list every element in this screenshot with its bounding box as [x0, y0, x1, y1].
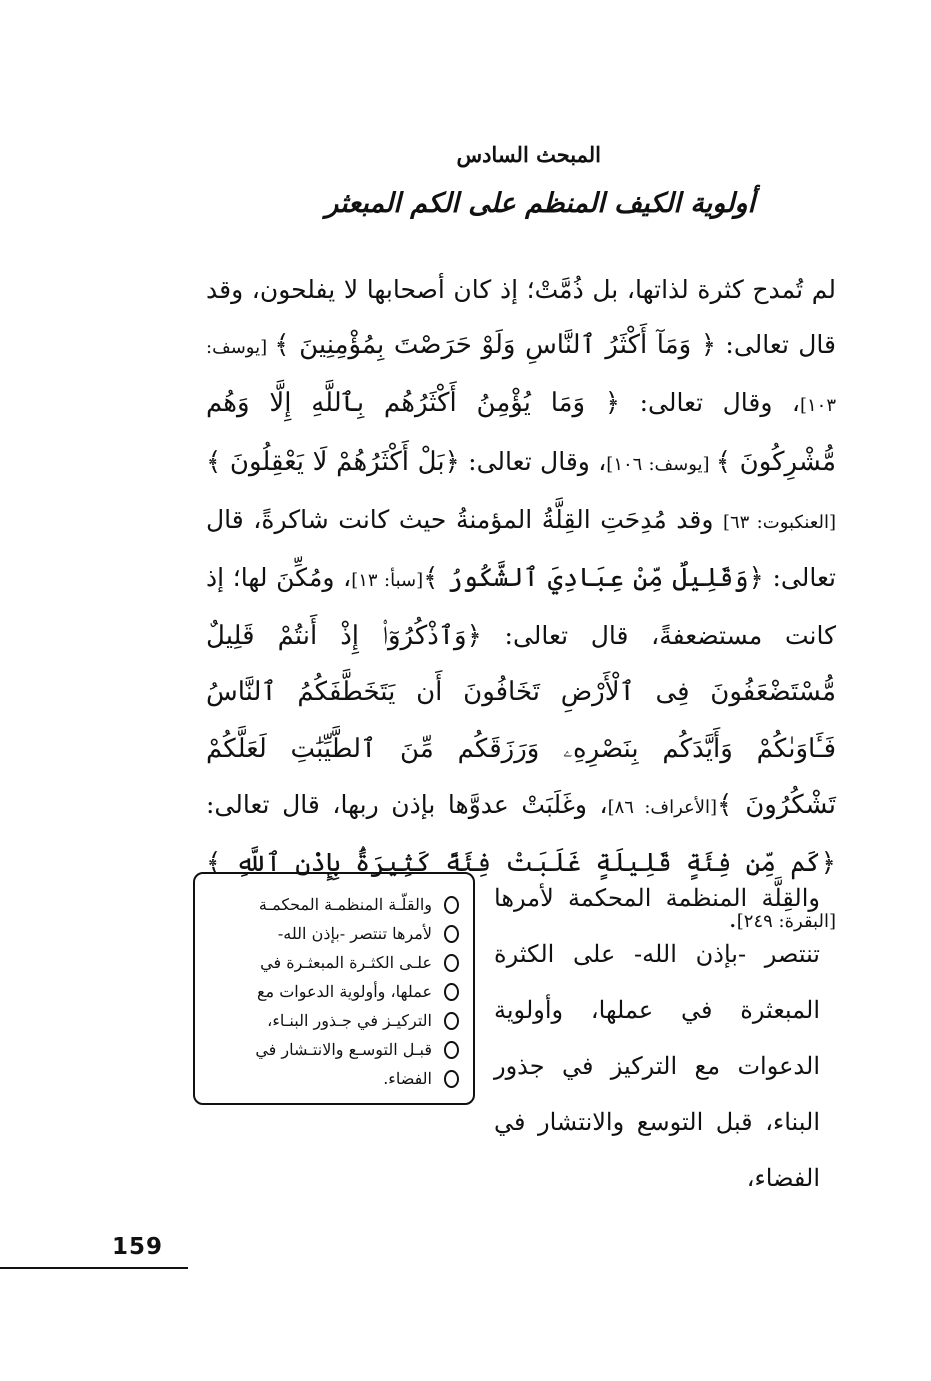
footer-rule: [0, 1267, 188, 1269]
paragraph-segment: ، وغَلَبَتْ عدوَّها بإذن ربها، قال تعالى:: [206, 789, 608, 819]
highlight-box-line-text: التركيـز في جـذور البنـاء،: [267, 1011, 432, 1030]
highlight-box-line-text: علـى الكثـرة المبعثـرة في: [260, 953, 432, 972]
verse-reference: [يوسف: ١٠٣]: [206, 337, 836, 417]
verse-reference: [يوسف: ١٠٦]: [606, 453, 716, 475]
highlight-box-line-text: والقلّـة المنظمـة المحكمـة: [258, 895, 432, 914]
main-paragraph: [206, 262, 836, 949]
verse-reference: [البقرة: ٢٤٩]: [736, 911, 836, 933]
highlight-box-line-text: الفضاء.: [383, 1069, 432, 1088]
quran-verse: ﴿كَم مِّن فِئَةٍ قَلِيلَةٍ غَلَبَتْ فِئَةً كَثِيرَةًۢ بِإِذْنِ ٱللَّهِ ﴾: [206, 848, 836, 879]
highlight-box-line: [203, 948, 459, 977]
circle-bullet-icon: [444, 1041, 459, 1059]
paragraph-segment: ، وقال تعالى:: [620, 388, 800, 418]
paragraph-segment: وقد مُدِحَتِ القِلَّةُ المؤمنةُ حيث كانت شاكرةً، قال تعالى:: [206, 504, 837, 593]
paragraph-segment: لم تُمدح كثرة لذاتها، بل ذُمَّتْ؛ إذ كان أصحابها لا يفلحون، وقد قال تعالى:: [206, 275, 836, 360]
highlight-box-line: [203, 1006, 459, 1035]
quran-verse: ﴿وَٱذْكُرُوٓا۟ إِذْ أَنتُمْ قَلِيلٌ مُّسْتَضْعَفُونَ فِى ٱلْأَرْضِ تَخَافُونَ أَن يَتَخَطَّفَكُمُ ٱلنَّاسُ فَـَٔاوَىٰكُمْ وَأَيَّدَكُم بِنَصْرِهِۦ وَرَزَقَكُم مِّنَ ٱلطَّيِّبَٰتِ لَعَلَّكُمْ تَشْكُرُونَ ﴾: [206, 621, 836, 820]
quran-verse: ﴿بَلْ أَكْثَرُهُمْ لَا يَعْقِلُونَ ﴾: [206, 446, 460, 477]
paragraph-segment: ، ومُكِّنَ لها؛ إذ كانت مستضعفةً، قال تعالى:: [206, 563, 836, 651]
quran-verse: ﴿ وَمَآ أَكْثَرُ ٱلنَّاسِ وَلَوْ حَرَصْتَ بِمُؤْمِنِينَ ﴾: [274, 330, 717, 361]
verse-reference: [سبأ: ١٣]: [351, 570, 424, 592]
highlight-box-line-text: قبـل التوسـع والانتـشار في: [255, 1040, 432, 1059]
paragraph-segment: .: [728, 904, 737, 934]
chapter-title: أولوية الكيف المنظم على الكم المبعثر: [325, 188, 755, 219]
section-label: المبحث السادس: [456, 142, 601, 167]
circle-bullet-icon: [444, 983, 459, 1001]
circle-bullet-icon: [444, 954, 459, 972]
quran-verse: ﴿ وَمَا يُؤْمِنُ أَكْثَرُهُم بِٱللَّهِ إِلَّا وَهُم مُّشْرِكُونَ ﴾: [206, 388, 837, 477]
page-number: 159: [112, 1234, 164, 1260]
highlight-box-line-text: عملها، وأولوية الدعوات مع: [257, 982, 432, 1001]
highlight-box-line: [203, 890, 459, 919]
highlight-box-line: [203, 1064, 459, 1093]
verse-reference: [الأعراف: ٨٦]: [607, 796, 718, 818]
highlight-box-line-text: لأمرها تنتصر -بإذن الله-: [277, 924, 432, 943]
circle-bullet-icon: [444, 1012, 459, 1030]
highlight-box-line: [203, 919, 459, 948]
highlight-box-line: [203, 1035, 459, 1064]
circle-bullet-icon: [444, 896, 459, 914]
circle-bullet-icon: [444, 925, 459, 943]
side-paragraph: والقِلَّة المنظمة المحكمة لأمرها تنتصر -بإذن الله- على الكثرة المبعثرة في عملها، وأولوية الدعوات مع التركيز في جذور البناء، قبل التوسع والانتشار في الفضاء،: [494, 884, 820, 1192]
quran-verse: ﴿وَقَلِيلٌ مِّنْ عِبَادِيَ ٱلشَّكُورُ ﴾: [423, 563, 764, 594]
paragraph-segment: ، وقال تعالى:: [459, 446, 607, 476]
highlight-box: [193, 872, 475, 1105]
highlight-box-lines: [203, 890, 459, 1093]
circle-bullet-icon: [444, 1070, 459, 1088]
verse-reference: [العنكبوت: ٦٣]: [722, 511, 836, 533]
highlight-box-line: [203, 977, 459, 1006]
